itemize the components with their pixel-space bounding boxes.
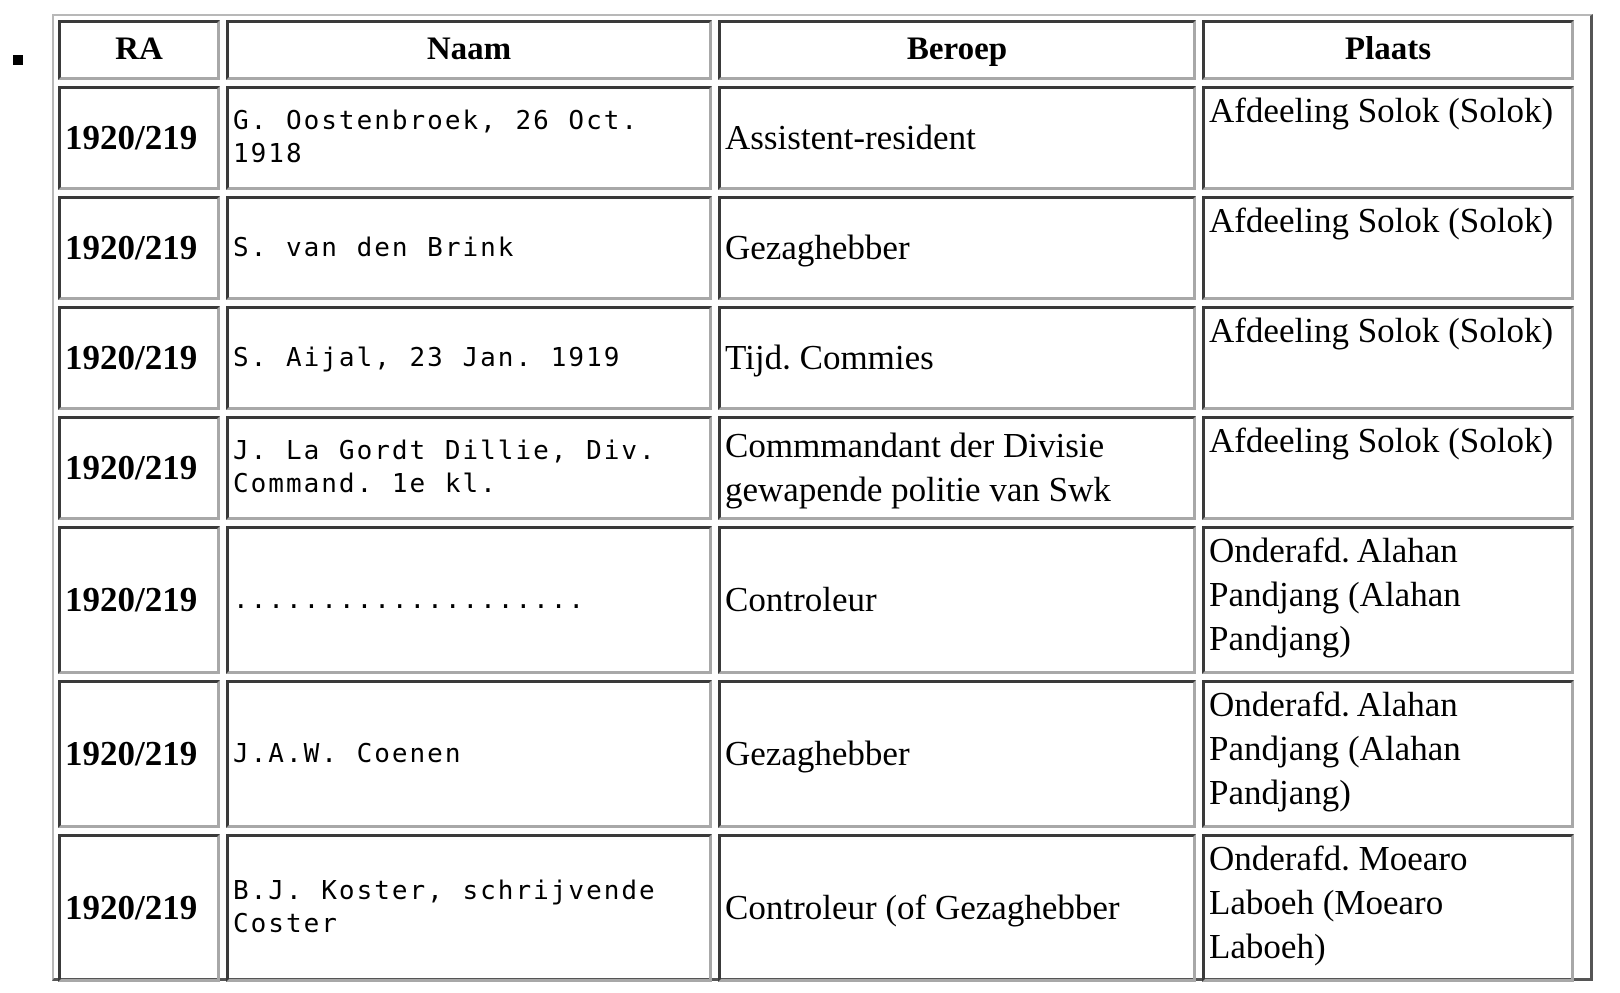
cell-naam: S. van den Brink: [226, 196, 712, 300]
cell-naam: B.J. Koster, schrijvende Coster: [226, 834, 712, 982]
header-naam: Naam: [226, 20, 712, 80]
cell-ra: 1920/219: [58, 306, 220, 410]
cell-ra: 1920/219: [58, 834, 220, 982]
cell-beroep: Gezaghebber: [718, 196, 1196, 300]
table-row: [58, 526, 1574, 674]
table-row: [58, 834, 1574, 982]
cell-ra: 1920/219: [58, 680, 220, 828]
list-bullet: [13, 55, 23, 65]
table-row: [58, 196, 1574, 300]
cell-beroep: Tijd. Commies: [718, 306, 1196, 410]
cell-plaats: Afdeeling Solok (Solok): [1202, 416, 1574, 520]
cell-plaats: Afdeeling Solok (Solok): [1202, 306, 1574, 410]
table-row: [58, 306, 1574, 410]
cell-plaats: Onderafd. Alahan Pandjang (Alahan Pandjang): [1202, 680, 1574, 828]
cell-plaats: Afdeeling Solok (Solok): [1202, 86, 1574, 190]
header-beroep: Beroep: [718, 20, 1196, 80]
cell-ra: 1920/219: [58, 416, 220, 520]
cell-ra: 1920/219: [58, 86, 220, 190]
cell-ra: 1920/219: [58, 196, 220, 300]
table-row: [58, 416, 1574, 520]
cell-naam: J. La Gordt Dillie, Div. Command. 1e kl.: [226, 416, 712, 520]
cell-plaats: Onderafd. Moearo Laboeh (Moearo Laboeh): [1202, 834, 1574, 982]
cell-beroep: Commmandant der Divisie gewapende politie van Swk: [718, 416, 1196, 520]
cell-plaats: Onderafd. Alahan Pandjang (Alahan Pandjang): [1202, 526, 1574, 674]
cell-beroep: Assistent-resident: [718, 86, 1196, 190]
cell-naam: ....................: [226, 526, 712, 674]
table-row: [58, 680, 1574, 828]
cell-beroep: Controleur: [718, 526, 1196, 674]
header-ra: RA: [58, 20, 220, 80]
cell-naam: S. Aijal, 23 Jan. 1919: [226, 306, 712, 410]
cell-plaats: Afdeeling Solok (Solok): [1202, 196, 1574, 300]
cell-naam: G. Oostenbroek, 26 Oct. 1918: [226, 86, 712, 190]
records-table: [52, 14, 1580, 988]
table-row: [58, 86, 1574, 190]
cell-beroep: Controleur (of Gezaghebber: [718, 834, 1196, 982]
header-plaats: Plaats: [1202, 20, 1574, 80]
cell-ra: 1920/219: [58, 526, 220, 674]
header-row: [58, 20, 1574, 80]
cell-beroep: Gezaghebber: [718, 680, 1196, 828]
cell-naam: J.A.W. Coenen: [226, 680, 712, 828]
